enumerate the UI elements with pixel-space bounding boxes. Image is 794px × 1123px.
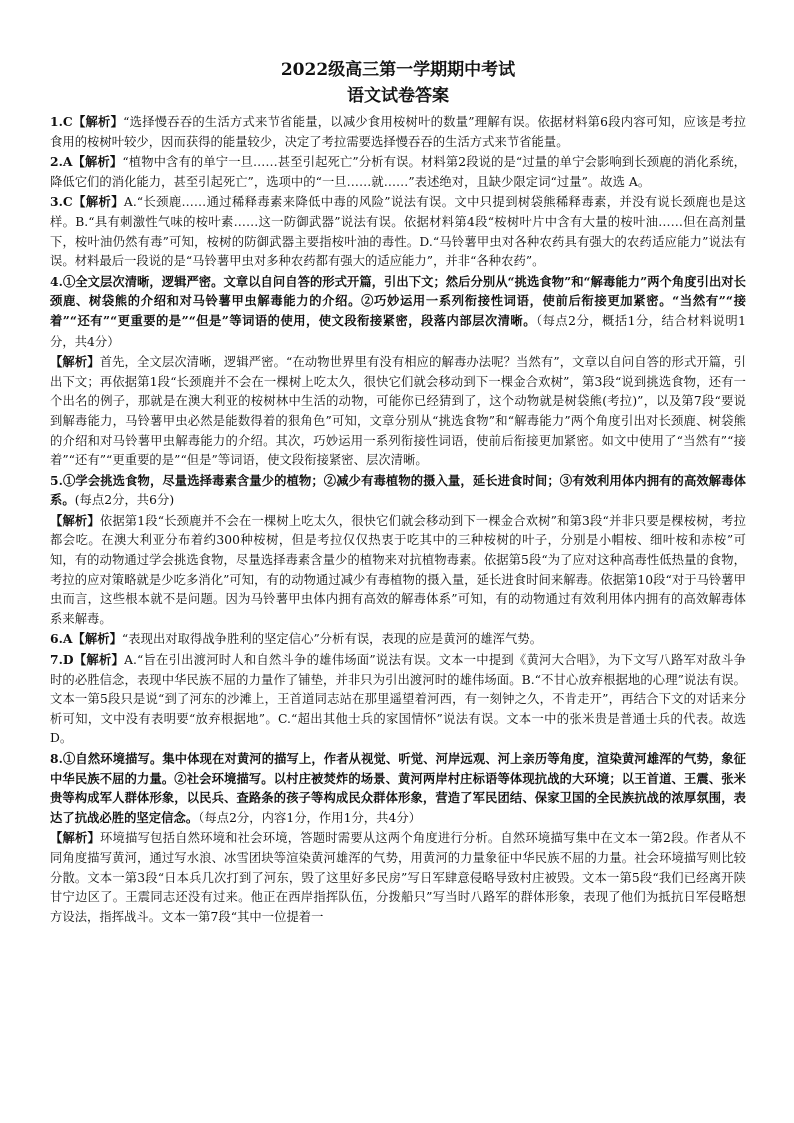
answer-number: 6.A bbox=[50, 631, 73, 647]
analysis-tag: 【解析】 bbox=[72, 194, 124, 210]
answer-q4-key bbox=[50, 272, 746, 352]
analysis-tag: 【解析】 bbox=[50, 512, 100, 528]
answer-number: 2.A bbox=[50, 154, 73, 170]
answer-q2 bbox=[50, 152, 746, 192]
analysis-text: 首先，全文层次清晰，逻辑严密。“在动物世界里有没有相应的解毒办法呢？当然有”，文章以自问自答的形式开篇，引出下文；再依据第1段“长颈鹿并不会在一棵树上吃太久，很快它们就会移动到下一棵金合欢树”，第3段“说到挑选食物，还有一个出名的例子，那就是在澳大利亚的桉树林中生活的动物，可能你已经猜到了，这个动物就是树袋熊(考拉)”，以及第7段“要说到解毒能力，马铃薯甲虫必然是能数得着的狠角色”可知，文章分别从“挑选食物”和“解毒能力”两个角度引出对长颈鹿、树袋熊的介绍和对马铃薯甲虫解毒能力的介绍。其次，巧妙运用一系列衔接性词语，使前后衔接更加紧密。如文中使用了“当然有”“接着”“还有”“更重要的是”“但是”等词语，使文段衔接紧密、层次清晰。 bbox=[50, 355, 747, 468]
analysis-text: 依据第1段“长颈鹿并不会在一棵树上吃太久，很快它们就会移动到下一棵金合欢树”和第3段“并非只要是棵桉树，考拉都会吃。在澳大利亚分布着约300种桉树，但是考拉仅仅热衷于吃其中的三种桉树的叶子，分别是小帽桉、细叶桉和赤桉”可知，有的动物通过学会挑选食物，尽量选择毒素含量少的植物来对抗植物毒素。依据第5段“为了应对这种高毒性低热量的食物，考拉的应对策略就是少吃多消化”可知，有的动物通过减少有毒植物的摄入量，延长进食时间来解毒。依据第10段“对于马铃薯甲虫而言，这些根本就不是问题。因为马铃薯甲虫体内拥有高效的解毒体系”可知，有的动物通过有效利用体内拥有的高效解毒体系来解毒。 bbox=[50, 513, 746, 626]
analysis-text: 环境描写包括自然环境和社会环境，答题时需要从这两个角度进行分析。自然环境描写集中在文本一第2段。作者从不同角度描写黄河，通过写水浪、冰雪团块等渲染黄河雄浑的气势，用黄河的力量象征中华民族不屈的力量。社会环境描写则比较分散。文本一第3段“日本兵几次打到了河东，毁了这里好多民房”写日军肆意侵略导致村庄被毁。文本一第5段“我们已经离开陕甘宁边区了。王震同志还没有过来。他正在西岸指挥队伍，分拨船只”写当时八路军的群体形象，表现了他们为抵抗日军侵略想方设法，指挥战斗。文本一第7段“其中一位提着一 bbox=[50, 831, 746, 924]
score-note: （每点2分，概括1分，结合材料说明1分，共4分） bbox=[50, 313, 746, 349]
score-note: （每点2分，内容1分，作用1分，共4分） bbox=[198, 810, 422, 825]
answer-number: 8. bbox=[50, 751, 63, 766]
answer-key-text: ①自然环境描写。集中体现在对黄河的描写上，作者从视觉、听觉、河岸远观、河上亲历等角度，渲染黄河雄浑的气势，象征中华民族不屈的力量。②社会环境描写。以村庄被焚炸的场景、黄河两岸村庄标语等体现抗战的大环境；以王首道、王震、张米贵等构成军人群体形象，以民兵、查路条的孩子等构成民众群体形象，营造了军民团结、保家卫国的全民族抗战的浓厚氛围，表达了抗战必胜的坚定信念。 bbox=[50, 751, 746, 825]
analysis-tag: 【解析】 bbox=[50, 830, 101, 846]
answer-q8-key bbox=[50, 749, 746, 828]
answer-number: 1.C bbox=[50, 114, 73, 129]
answer-key-text: ①学会挑选食物，尽量选择毒素含量少的植物；②减少有毒植物的摄入量，延长进食时间；③有效利用体内拥有的高效解毒体系。 bbox=[50, 472, 746, 508]
analysis-text: “表现出对取得战争胜利的坚定信心”分析有误，表现的应是黄河的雄浑气势。 bbox=[121, 632, 543, 647]
analysis-text: A.“旨在引出渡河时人和自然斗争的雄伟场面”说法有误。文本一中提到《黄河大合唱》，为下文写八路军对敌斗争时的必胜信念，表现中华民族不屈的力量作了铺垫，并非只为引出渡河时的雄伟场面。B.“不甘心放弃根据地的心理”说法有误。文本一第5段只是说“到了河东的沙滩上，王首道同志站在那里遥望着河西，有一刻钟之久，不肯走开”，再结合下文的对话来分析可知，文中没有表明要“放弃根据地”。C.“超出其他士兵的家国情怀”说法有误。文本一中的张米贵是普通士兵的代表。故选 D。 bbox=[50, 653, 746, 746]
answer-q5-analysis bbox=[50, 511, 746, 630]
answer-q3 bbox=[50, 192, 746, 271]
answer-q8-analysis bbox=[50, 828, 746, 927]
analysis-tag: 【解析】 bbox=[72, 154, 123, 170]
analysis-text: “植物中含有的单宁一旦……甚至引起死亡”分析有误。材料第2段说的是“过量的单宁会影响到长颈鹿的消化系统，降低它们的消化能力，甚至引起死亡”，选项中的“一旦……就……”表述绝对，且缺少限定词“过量”。故选 A。 bbox=[50, 155, 746, 189]
answer-q6 bbox=[50, 629, 746, 650]
answer-key-text: ①全文层次清晰，逻辑严密。文章以自问自答的形式开篇，引出下文；然后分别从“挑选食物”和“解毒能力”两个角度引出对长颈鹿、树袋熊的介绍和对马铃薯甲虫解毒能力的介绍。②巧妙运用一系列衔接性词语，使前后衔接更加紧密。“当然有”“接着”“还有”“更重要的是”“但是”等词语的使用，使文段衔接紧密，段落内部层次清晰。 bbox=[50, 273, 746, 328]
answer-number: 7.D bbox=[50, 652, 74, 668]
analysis-tag: 【解析】 bbox=[72, 114, 124, 129]
answer-number: 3.C bbox=[50, 194, 73, 210]
answer-q5-key bbox=[50, 471, 746, 511]
analysis-text: “选择慢吞吞的生活方式来节省能量，以减少食用桉树叶的数量”理解有误。依据材料第6段内容可知，应该是考拉食用的桉树叶较少，因而获得的能量较少，决定了考拉需要选择慢吞吞的生活方式来节省能量。 bbox=[50, 115, 746, 149]
analysis-tag: 【解析】 bbox=[72, 631, 122, 647]
analysis-tag: 【解析】 bbox=[50, 354, 100, 370]
answer-q4-analysis bbox=[50, 352, 746, 471]
page-title: 2022级高三第一学期期中考试 bbox=[280, 60, 516, 80]
answer-number: 5. bbox=[50, 472, 63, 488]
answer-q1 bbox=[50, 112, 746, 152]
answer-sheet bbox=[50, 58, 746, 927]
page-subtitle: 语文试卷答案 bbox=[347, 86, 449, 106]
answer-q7 bbox=[50, 650, 746, 749]
score-note: (每点2分，共6分) bbox=[74, 493, 175, 508]
answer-number: 4. bbox=[50, 273, 63, 289]
analysis-tag: 【解析】 bbox=[73, 652, 125, 668]
analysis-text: A.“长颈鹿……通过稀释毒素来降低中毒的风险”说法有误。文中只提到树袋熊稀释毒素，并没有说长颈鹿也是这样。B.“具有刺激性气味的桉叶素……这一防御武器”说法有误。依据材料第4段“桉树叶片中含有大量的桉叶油……但在高剂量下，桉叶油仍然有毒”可知，桉树的防御武器主要指桉叶油的毒性。D.“马铃薯甲虫对各种农药具有强大的农药适应能力”说法有误。材料最后一段说的是“马铃薯甲虫对多种农药都有强大的适应能力”，并非“各种农药”。 bbox=[50, 195, 747, 269]
